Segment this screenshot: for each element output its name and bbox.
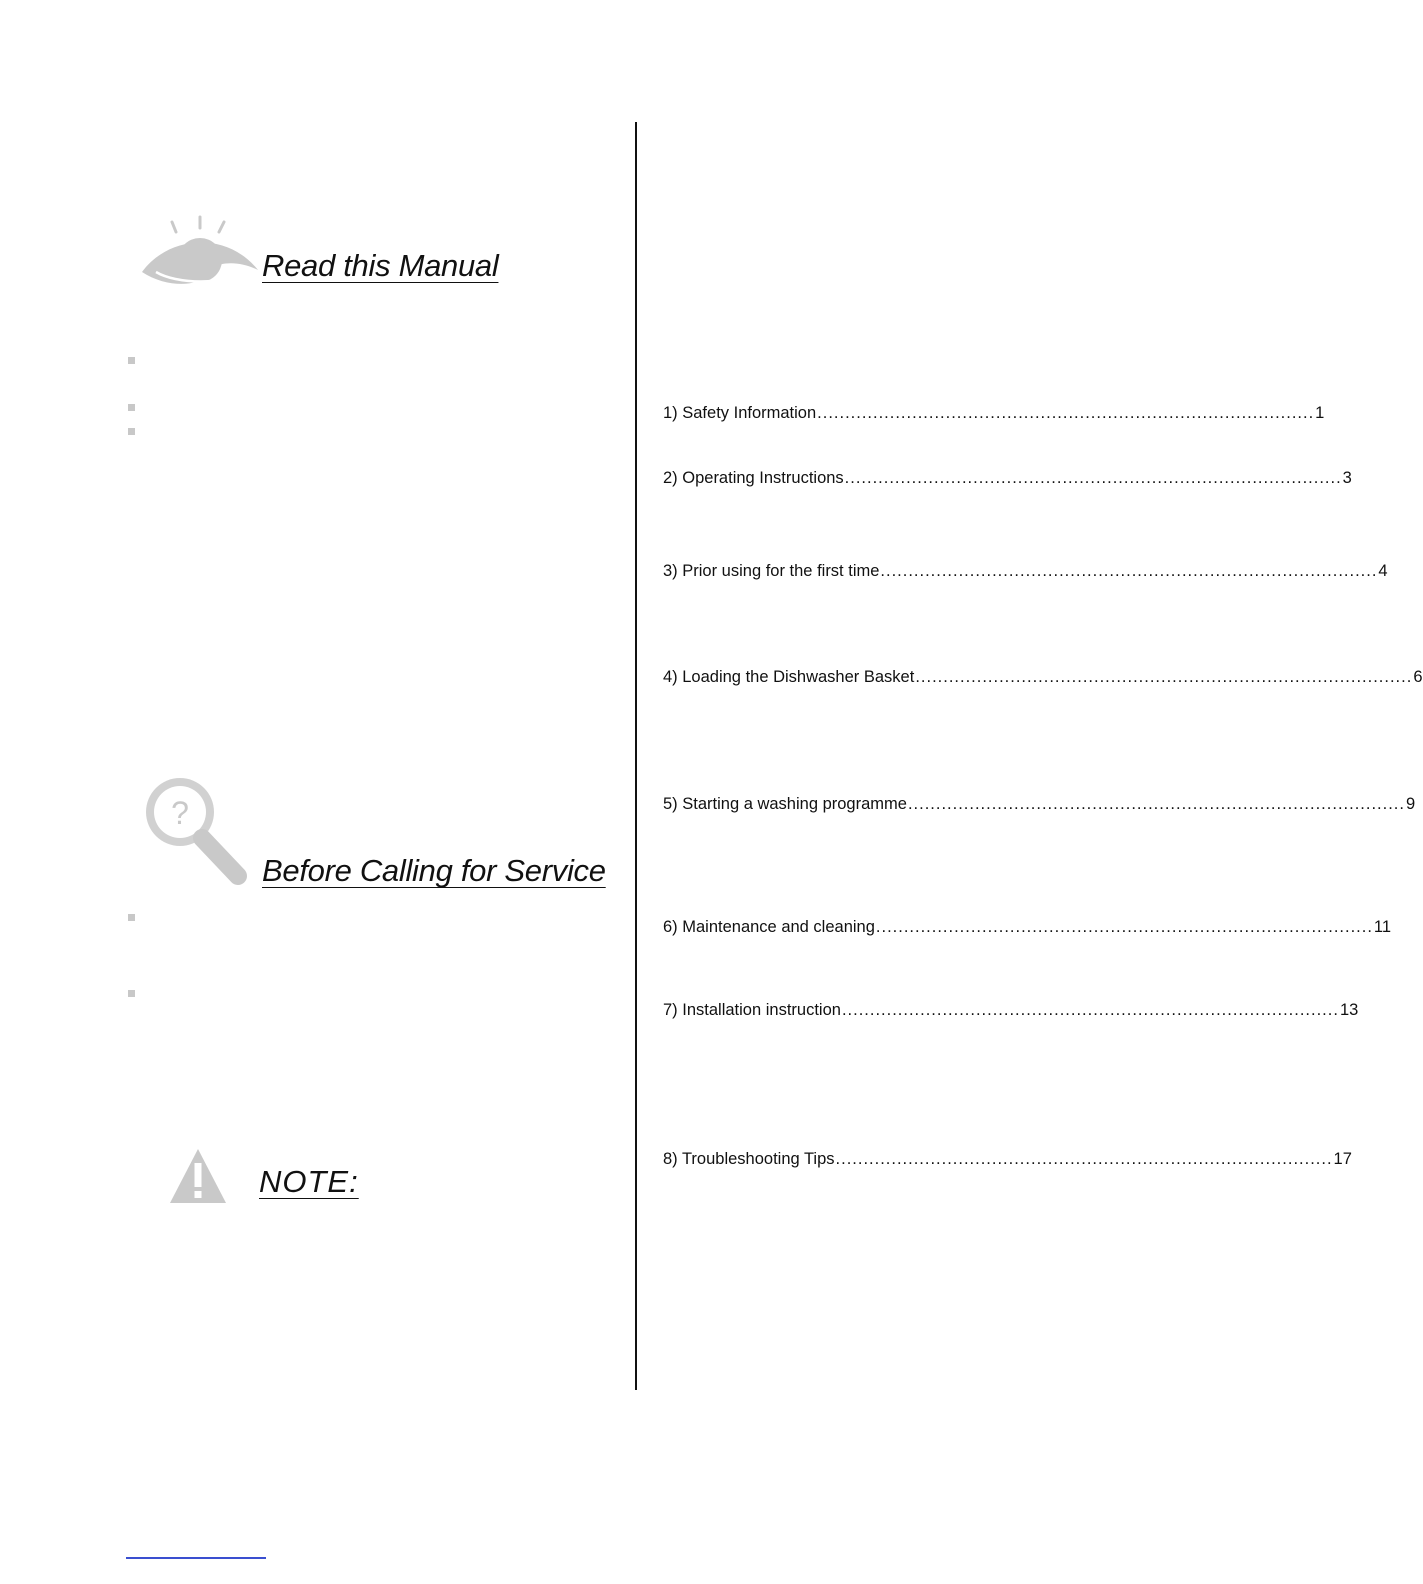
read-manual-heading: Read this Manual (262, 248, 499, 283)
toc-entry-page: 6 (1413, 668, 1423, 686)
toc-dot-leader: ......................................................................................... (915, 668, 1413, 686)
toc-entry-title: 3) Prior using for the first time (663, 562, 880, 580)
toc-entry-title: 6) Maintenance and cleaning (663, 918, 875, 936)
service-heading: Before Calling for Service (262, 853, 606, 888)
toc-dot-leader: ......................................................................................... (875, 918, 1373, 936)
toc-entry-page: 9 (1405, 795, 1416, 813)
toc-entry[interactable] (663, 469, 1352, 488)
toc-entry[interactable] (663, 1150, 1352, 1169)
toc-dot-leader: ......................................................................................... (907, 795, 1405, 813)
toc-dot-leader: ......................................................................................... (841, 1001, 1339, 1019)
toc-entry-title: 7) Installation instruction (663, 1001, 841, 1019)
warning-triangle-icon (168, 1147, 228, 1205)
magnifier-question-icon (140, 772, 252, 890)
svg-text:?: ? (171, 795, 189, 831)
toc-entry-title: 5) Starting a washing programme (663, 795, 907, 813)
note-heading: NOTE: (259, 1164, 359, 1199)
column-divider (635, 122, 637, 1390)
toc-entry[interactable] (663, 918, 1392, 937)
toc-entry[interactable] (663, 668, 1423, 687)
toc-entry[interactable] (663, 1001, 1359, 1020)
toc-entry-title: 4) Loading the Dishwasher Basket (663, 668, 915, 686)
toc-entry-page: 11 (1373, 918, 1392, 936)
toc-entry-page: 3 (1342, 469, 1352, 487)
toc-entry-page: 1 (1315, 404, 1325, 422)
toc-entry-page: 13 (1339, 1001, 1359, 1019)
toc-entry-title: 8) Troubleshooting Tips (663, 1150, 835, 1168)
toc-dot-leader: ......................................................................................... (817, 404, 1315, 422)
bullet-marker (128, 990, 135, 997)
bullet-marker (128, 428, 135, 435)
footer-rule (126, 1557, 266, 1559)
toc-entry[interactable] (663, 404, 1325, 423)
toc-dot-leader: ......................................................................................... (835, 1150, 1333, 1168)
bullet-marker (128, 914, 135, 921)
toc-entry-title: 2) Operating Instructions (663, 469, 844, 487)
bullet-marker (128, 357, 135, 364)
eye-icon (138, 214, 262, 290)
toc-entry-page: 4 (1378, 562, 1388, 580)
toc-entry[interactable] (663, 562, 1388, 581)
bullet-marker (128, 404, 135, 411)
toc-entry[interactable] (663, 795, 1416, 814)
toc-entry-title: 1) Safety Information (663, 404, 817, 422)
toc-entry-page: 17 (1333, 1150, 1352, 1168)
toc-dot-leader: ......................................................................................... (844, 469, 1342, 487)
toc-dot-leader: ......................................................................................... (880, 562, 1378, 580)
